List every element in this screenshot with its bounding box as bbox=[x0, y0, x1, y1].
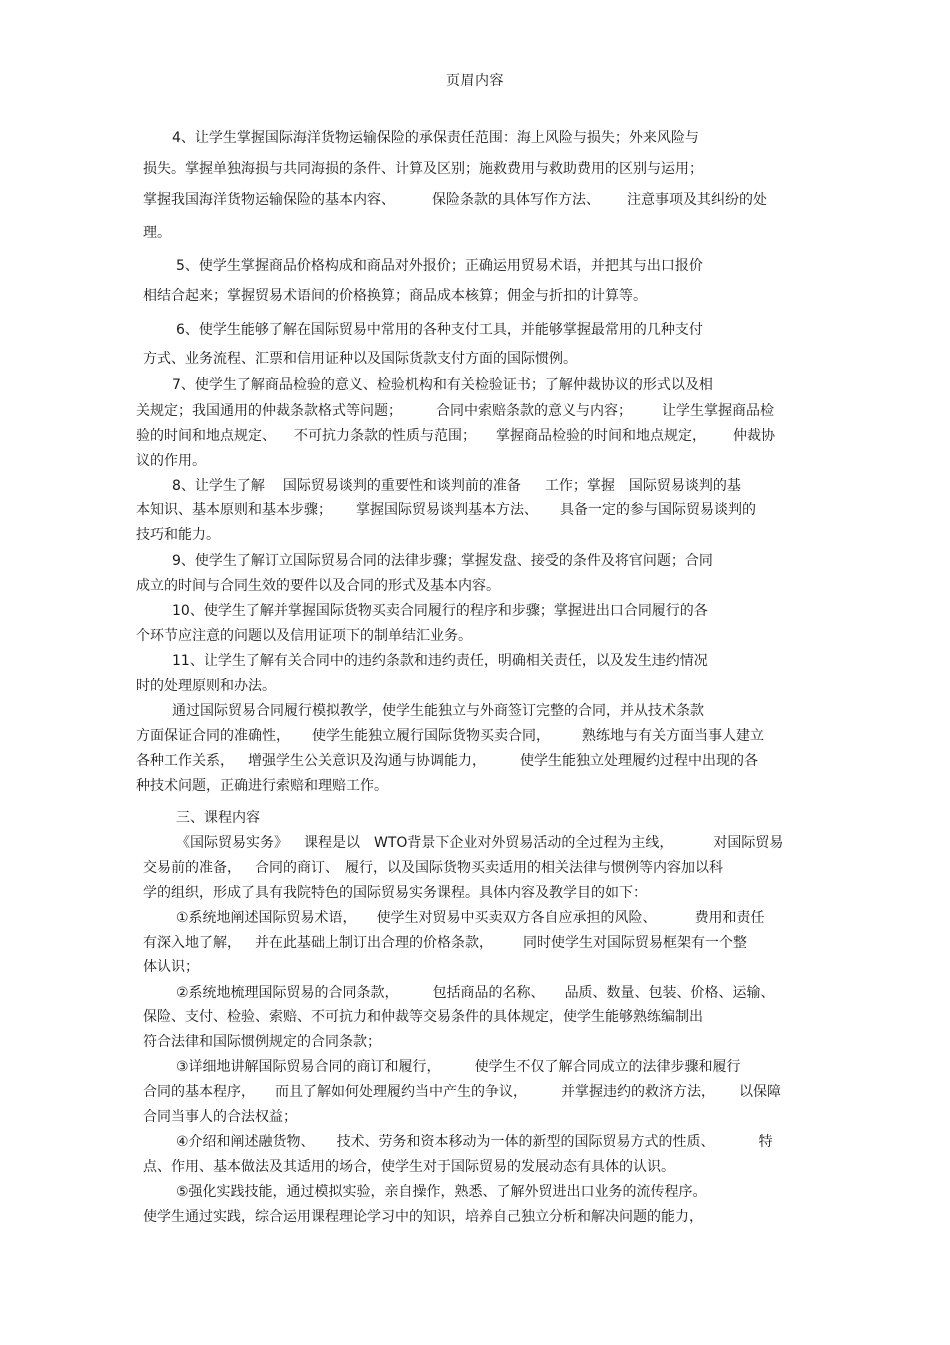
text-line: 合同的基本程序， 而且了解如何处理履约当中产生的争议， 并掌握违约的救济方法， 以保障 bbox=[143, 1084, 781, 1100]
text-line: 7、使学生了解商品检验的意义、检验机构和有关检验证书；了解仲裁协议的形式以及相 bbox=[172, 377, 713, 393]
text-line: ②系统地梳理国际贸易的合同条款， 包括商品的名称、 品质、数量、包装、价格、运输、 bbox=[176, 985, 775, 1001]
text-line: 理。 bbox=[143, 225, 171, 241]
text-line: 掌握我国海洋货物运输保险的基本内容、 保险条款的具体写作方法、 注意事项及其纠纷的处 bbox=[143, 192, 767, 208]
text-line: ③详细地讲解国际贸易合同的商订和履行， 使学生不仅了解合同成立的法律步骤和履行 bbox=[176, 1059, 741, 1075]
section-heading: 三、课程内容 bbox=[176, 810, 260, 826]
text-line: 各种工作关系， 增强学生公关意识及沟通与协调能力， 使学生能独立处理履约过程中出现的各 bbox=[136, 753, 758, 769]
text-line: 时的处理原则和办法。 bbox=[136, 678, 276, 694]
text-line: 种技术问题，正确进行索赔和理赔工作。 bbox=[136, 778, 388, 794]
text-line: 10、使学生了解并掌握国际货物买卖合同履行的程序和步骤；掌握进出口合同履行的各 bbox=[172, 603, 708, 619]
text-line: 4、让学生掌握国际海洋货物运输保险的承保责任范围：海上风险与损失；外来风险与 bbox=[172, 130, 699, 146]
text-line: 8、让学生了解 国际贸易谈判的重要性和谈判前的准备 工作；掌握 国际贸易谈判的基 bbox=[172, 478, 741, 494]
text-line: ⑤强化实践技能，通过模拟实验，亲自操作，熟悉、了解外贸进出口业务的流传程序。 bbox=[176, 1184, 707, 1200]
text-line: 符合法律和国际惯例规定的合同条款； bbox=[143, 1034, 381, 1050]
text-line: 通过国际贸易合同履行模拟教学，使学生能独立与外商签订完整的合同，并从技术条款 bbox=[172, 703, 704, 719]
text-line: 有深入地了解， 并在此基础上制订出合理的价格条款， 同时使学生对国际贸易框架有一个整 bbox=[143, 935, 747, 951]
text-line: 相结合起来；掌握贸易术语间的价格换算；商品成本核算；佣金与折扣的计算等。 bbox=[143, 288, 647, 304]
text-line: 5、使学生掌握商品价格构成和商品对外报价；正确运用贸易术语，并把其与出口报价 bbox=[176, 258, 703, 274]
text-line: ④介绍和阐述融货物、 技术、劳务和资本移动为一体的新型的国际贸易方式的性质、 特 bbox=[176, 1134, 773, 1150]
text-line: 个环节应注意的问题以及信用证项下的制单结汇业务。 bbox=[136, 628, 472, 644]
text-line: 验的时间和地点规定、 不可抗力条款的性质与范围； 掌握商品检验的时间和地点规定， 仲裁协 bbox=[136, 428, 775, 444]
page-header: 页眉内容 bbox=[446, 73, 504, 89]
text-line: 学的组织，形成了具有我院特色的国际贸易实务课程。具体内容及教学目的如下： bbox=[143, 885, 647, 901]
text-line: 9、使学生了解订立国际贸易合同的法律步骤；掌握发盘、接受的条件及将官问题；合同 bbox=[172, 553, 713, 569]
text-line: 《国际贸易实务》 课程是以 WTO背景下企业对外贸易活动的全过程为主线， 对国际贸易 bbox=[176, 835, 784, 851]
text-line: 成立的时间与合同生效的要件以及合同的形式及基本内容。 bbox=[136, 578, 500, 594]
text-line: 议的作用。 bbox=[136, 453, 206, 469]
text-line: 保险、支付、检验、索赔、不可抗力和仲裁等交易条件的具体规定，使学生能够熟练编制出 bbox=[143, 1009, 703, 1025]
text-line: 点、作用、基本做法及其适用的场合，使学生对于国际贸易的发展动态有具体的认识。 bbox=[143, 1159, 675, 1175]
text-line: 使学生通过实践，综合运用课程理论学习中的知识，培养自己独立分析和解决问题的能力， bbox=[143, 1209, 703, 1225]
text-line: 方式、业务流程、汇票和信用证种以及国际货款支付方面的国际惯例。 bbox=[143, 351, 577, 367]
text-line: 损失。掌握单独海损与共同海损的条件、计算及区别；施救费用与救助费用的区别与运用； bbox=[143, 161, 703, 177]
text-line: ①系统地阐述国际贸易术语， 使学生对贸易中买卖双方各自应承担的风险、 费用和责任 bbox=[176, 910, 765, 926]
text-line: 技巧和能力。 bbox=[136, 527, 220, 543]
text-line: 关规定；我国通用的仲裁条款格式等问题； 合同中索赔条款的意义与内容； 让学生掌握商品检 bbox=[136, 403, 774, 419]
text-line: 本知识、基本原则和基本步骤； 掌握国际贸易谈判基本方法、 具备一定的参与国际贸易谈判的 bbox=[136, 502, 756, 518]
text-line: 合同当事人的合法权益； bbox=[143, 1109, 297, 1125]
text-line: 交易前的准备， 合同的商订、 履行，以及国际货物买卖适用的相关法律与惯例等内容加以科 bbox=[143, 860, 723, 876]
text-line: 11、让学生了解有关合同中的违约条款和违约责任，明确相关责任，以及发生违约情况 bbox=[172, 653, 708, 669]
text-line: 方面保证合同的准确性， 使学生能独立履行国际货物买卖合同， 熟练地与有关方面当事人建立 bbox=[136, 728, 764, 744]
text-line: 体认识； bbox=[143, 959, 199, 975]
text-line: 6、使学生能够了解在国际贸易中常用的各种支付工具，并能够掌握最常用的几种支付 bbox=[176, 322, 703, 338]
